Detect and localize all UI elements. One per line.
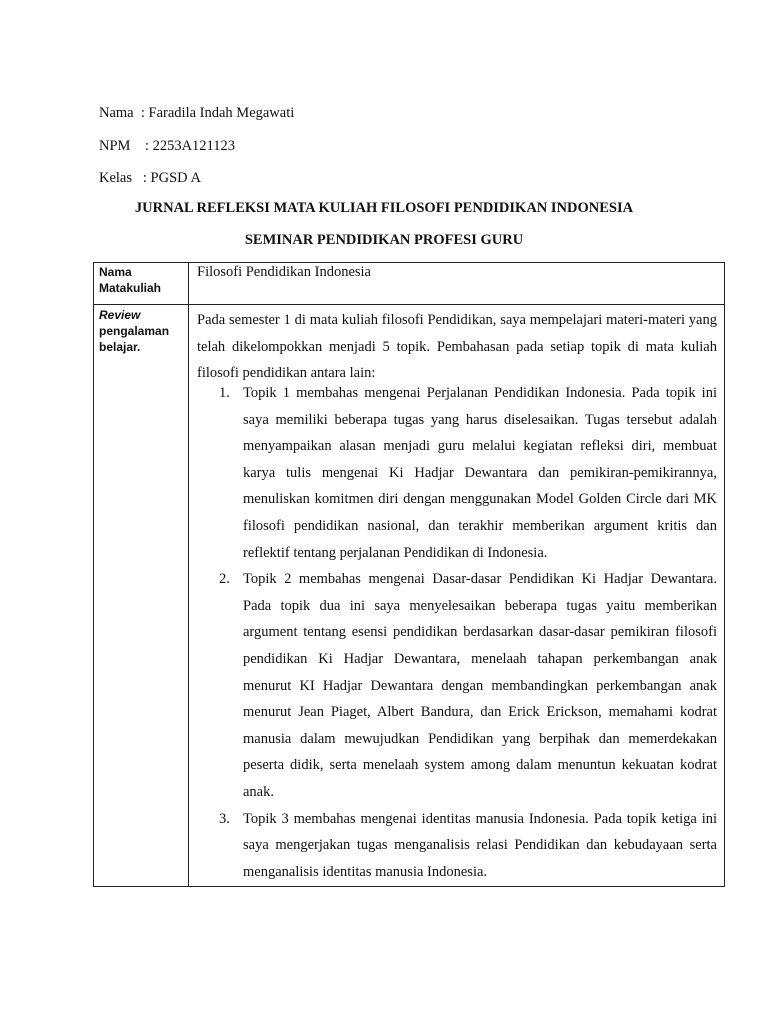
student-npm: NPM : 2253A121123 (99, 138, 236, 154)
list-item-number: 2. (219, 571, 230, 588)
topic-list (197, 380, 717, 885)
list-item-number: 1. (219, 385, 230, 401)
list-item-number: 3. (219, 810, 230, 827)
list-item-text: Topik 2 membahas mengenai Dasar-dasar Pendidikan Ki Hadjar Dewantara. Pada topik dua ini saya menyelesaikan beberapa tugas yaitu memberikan argument tentang esensi pendidikan berdasarkan dasar-dasar pemikiran filosofi pendidikan Ki Hadjar Dewantara, menelaah tahapan perkembangan anak menurut KI Hadjar Dewantara dengan membandingkan perkembangan anak menurut Jean Piaget, Albert Bandura, dan Erick Erickson, memahami kodrat manusia dalam mewujudkan Pendidikan yang berpihak dan memerdekakan peserta didik, serta menelaah system among dalam menuntun kekuatan kodrat anak. (243, 571, 717, 800)
course-name-label-line1: Nama (99, 265, 132, 279)
list-item-text: Topik 1 membahas mengenai Perjalanan Pendidikan Indonesia. Pada topik ini saya memiliki beberapa tugas yang harus diselesaikan. Tugas tersebut adalah menyampaikan alasan menjadi guru melalui kegiatan refleksi diri, membuat karya tulis mengenai Ki Hadjar Dewantara dan pemikiran-pemikirannya, menuliskan komitmen diri dengan menggunakan Model Golden Circle dari MK filosofi pendidikan nasional, dan terakhir memberikan argument kritis dan reflektif tentang perjalanan Pendidikan di Indonesia. (243, 385, 717, 561)
list-item (197, 380, 717, 566)
course-name-label (99, 264, 161, 296)
review-label-line3: belajar. (99, 340, 141, 354)
review-label (99, 307, 169, 355)
course-name-label-line2: Matakuliah (99, 281, 162, 295)
list-item (197, 806, 717, 886)
student-class: Kelas : PGSD A (99, 170, 201, 186)
review-label-italic: Review (99, 308, 141, 322)
table-column-divider (188, 262, 189, 887)
list-item (197, 566, 717, 805)
course-name-value: Filosofi Pendidikan Indonesia (197, 264, 371, 280)
review-intro-paragraph: Pada semester 1 di mata kuliah filosofi Pendidikan, saya mempelajari materi-materi yang telah dikelompokkan menjadi 5 topik. Pembahasan pada setiap topik di mata kuliah filosofi pendidikan antara lain: (197, 312, 717, 382)
document-subtitle: SEMINAR PENDIDIKAN PROFESI GURU (244, 232, 524, 248)
list-item-text: Topik 3 membahas mengenai identitas manusia Indonesia. Pada topik ketiga ini saya mengerjakan tugas menganalisis relasi Pendidikan dan kebudayaan serta menganalisis identitas manusia Indonesia. (243, 810, 717, 880)
document-title: JURNAL REFLEKSI MATA KULIAH FILOSOFI PENDIDIKAN INDONESIA (134, 200, 634, 216)
review-label-line2: pengalaman (99, 324, 170, 338)
student-name: Nama : Faradila Indah Megawati (99, 105, 295, 121)
